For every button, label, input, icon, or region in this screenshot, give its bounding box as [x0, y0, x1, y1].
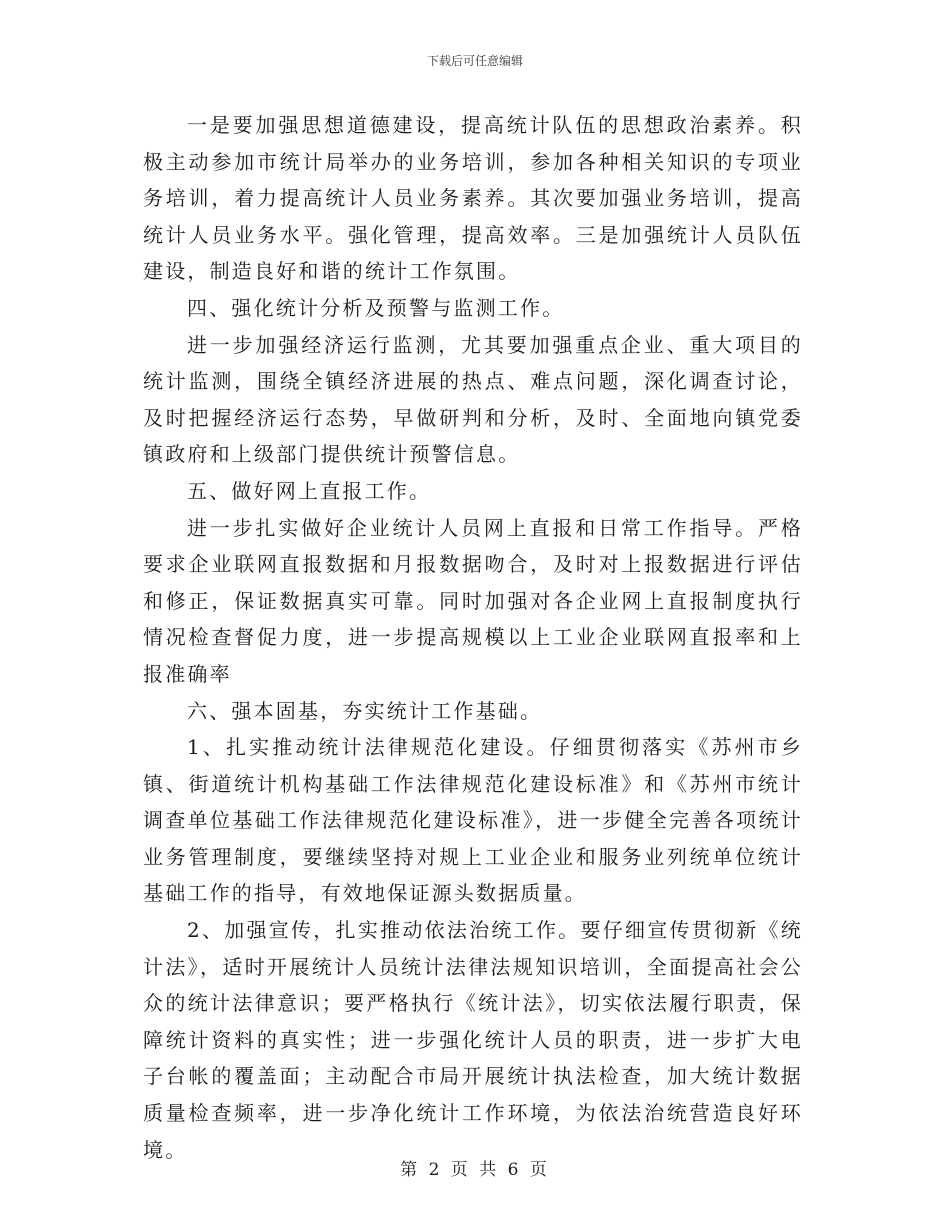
paragraph-legal-standardization: 1、扎实推动统计法律规范化建设。仔细贯彻落实《苏州市乡镇、街道统计机构基础工作法律规范化建设标准》和《苏州市统计调查单位基础工作法律规范化建设标准》，进一步健全完善各项统计业务管理制度，要继续坚持对规上工业企业和服务业列统单位统计基础工作的指导，有效地保证源头数据质量。 — [143, 735, 803, 906]
paragraph-monitoring: 进一步加强经济运行监测，尤其要加强重点企业、重大项目的统计监测，围绕全镇经济进展的热点、难点问题，深化调查讨论，及时把握经济运行态势，早做研判和分析，及时、全面地向镇党委镇政府和上级部门提供统计预警信息。 — [143, 332, 803, 467]
section-heading-4: 四、强化统计分析及预警与监测工作。 — [187, 295, 565, 320]
page-number: 第 2 页 共 6 页 — [400, 1160, 550, 1180]
paragraph-rule-of-law: 2、加强宣传，扎实推动依法治统工作。要仔细宣传贯彻新《统计法》，适时开展统计人员统计法律法规知识培训，全面提高社会公众的统计法律意识；要严格执行《统计法》，切实依法履行职责，保障统计资料的真实性；进一步强化统计人员的职责，进一步扩大电子台帐的覆盖面；主动配合市局开展统计执法检查，加大统计数据质量检查频率，进一步净化统计工作环境，为依法治统营造良好环境。 — [143, 918, 803, 1162]
paragraph-online-reporting: 进一步扎实做好企业统计人员网上直报和日常工作指导。严格要求企业联网直报数据和月报数据吻合，及时对上报数据进行评估和修正，保证数据真实可靠。同时加强对各企业网上直报制度执行情况检查督促力度，进一步提高规模以上工业企业联网直报率和上报准确率 — [143, 515, 803, 686]
page-header: 下载后可任意编辑 — [426, 54, 523, 68]
document-body — [143, 107, 803, 1168]
section-heading-6: 六、强本固基，夯实统计工作基础。 — [187, 698, 543, 723]
section-heading-5: 五、做好网上直报工作。 — [187, 478, 432, 503]
paragraph-intro-measures: 一是要加强思想道德建设，提高统计队伍的思想政治素养。积极主动参加市统计局举办的业务培训，参加各种相关知识的专项业务培训，着力提高统计人员业务素养。其次要加强业务培训，提高统计人员业务水平。强化管理，提高效率。三是加强统计人员队伍建设，制造良好和谐的统计工作氛围。 — [143, 113, 803, 284]
